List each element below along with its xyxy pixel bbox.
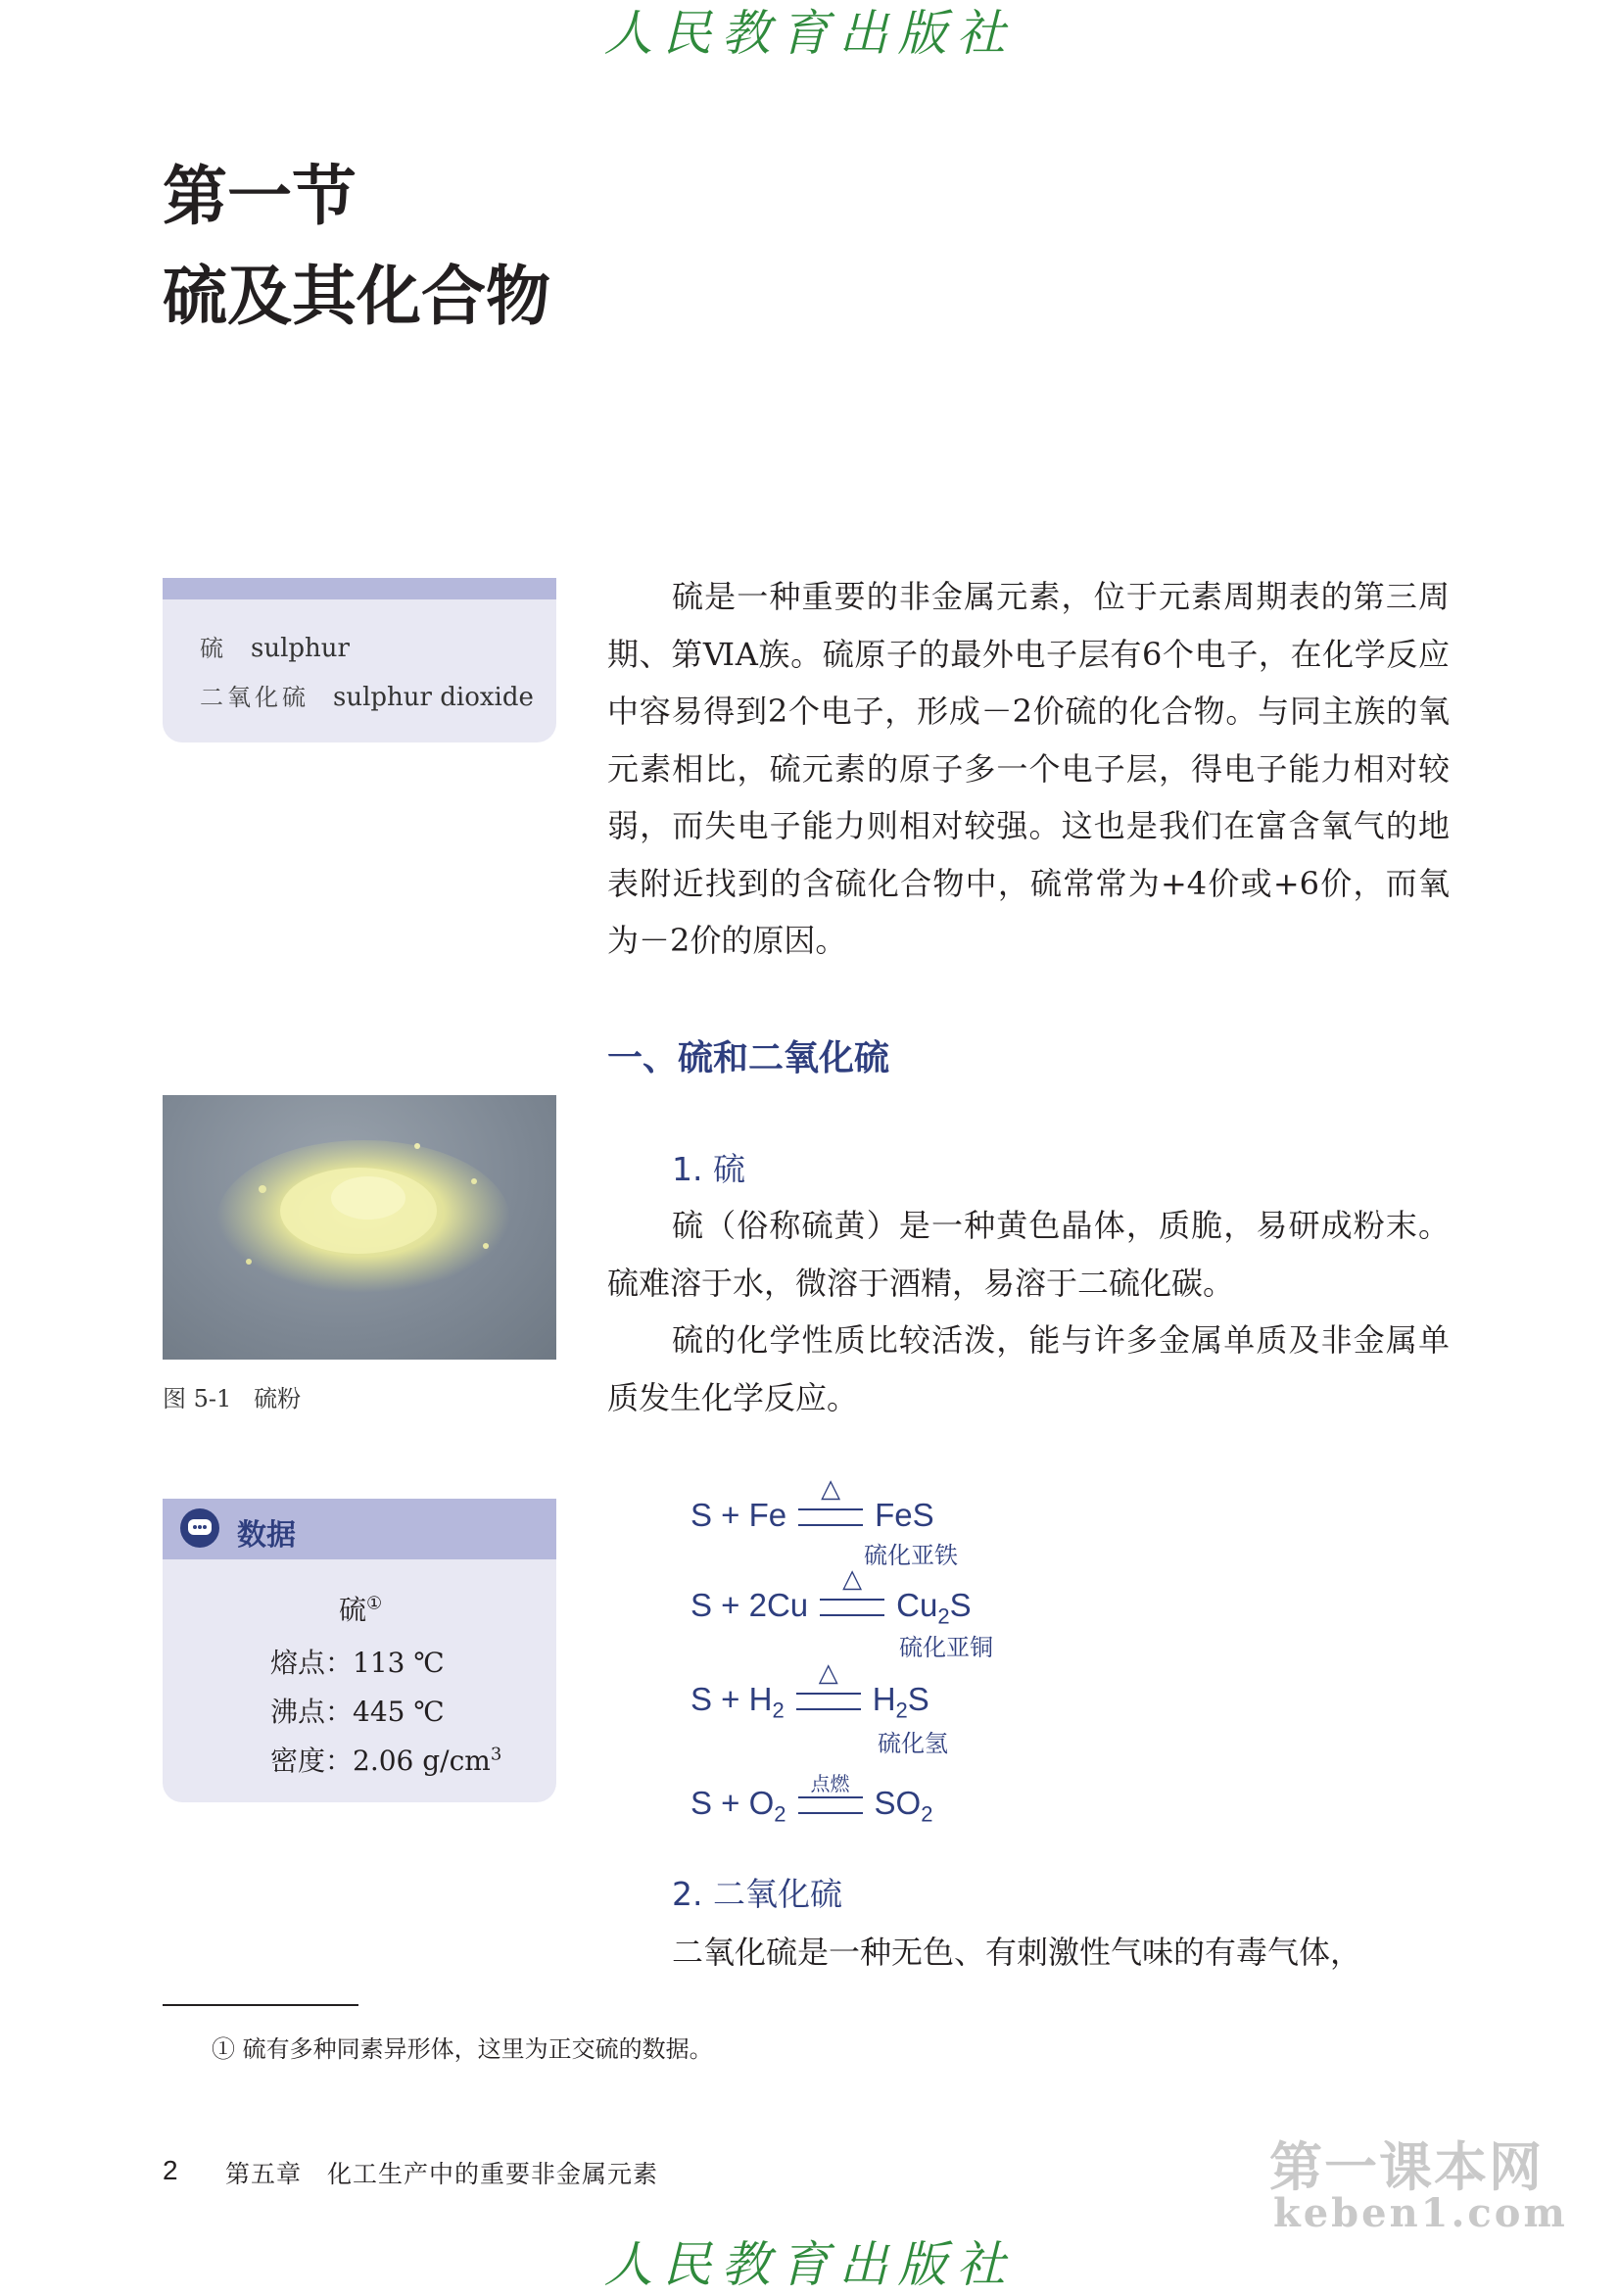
figure-number: 图 5-1 — [163, 1385, 232, 1412]
footnote: ① 硫有多种同素异形体，这里为正交硫的数据。 — [212, 2035, 713, 2063]
vocabulary-box — [163, 578, 556, 742]
vocab-item — [200, 629, 350, 663]
section-number: 第一节 — [163, 159, 357, 234]
figure-caption-text: 硫粉 — [254, 1385, 302, 1412]
data-box-title: 数据 — [237, 1518, 296, 1553]
data-box — [163, 1499, 556, 1802]
data-box-header — [163, 1499, 556, 1559]
reaction-arrow: △ — [820, 1599, 884, 1616]
watermark-text: 第一课本网 — [1269, 2136, 1544, 2198]
sulfur-properties-paragraph: 硫（俗称硫黄）是一种黄色晶体，质脆，易研成粉末。硫难溶于水，微溶于酒精，易溶于二硫化碳。 — [607, 1207, 1450, 1302]
equation-note: 硫化亚铁 — [864, 1542, 958, 1569]
equation-s-h2: $S + H_2$ △ $H_2S$ — [690, 1657, 929, 1723]
page-number: 2 — [163, 2155, 178, 2185]
subheading-sulfur: 1. 硫 — [672, 1150, 745, 1188]
heading-sulfur-and-sulfur-dioxide: 一、硫和二氧化硫 — [607, 1038, 890, 1078]
sulfur-powder-illustration — [163, 1095, 556, 1360]
figure-caption — [163, 1379, 301, 1413]
vocab-en: sulphur — [251, 634, 350, 663]
footnote-marker: ① — [366, 1593, 383, 1614]
sulfur-dioxide-paragraph: 二氧化硫是一种无色、有刺激性气味的有毒气体， — [672, 1934, 1362, 1971]
reaction-arrow: △ — [798, 1508, 863, 1526]
vocabulary-box-header — [163, 578, 556, 599]
sulfur-powder-photo — [163, 1095, 556, 1360]
speech-bubble-icon — [180, 1508, 219, 1548]
subheading-sulfur-dioxide: 2. 二氧化硫 — [672, 1875, 842, 1913]
equation-s-fe: S + Fe △ FeS — [690, 1473, 934, 1533]
vocab-cn: 二氧化硫 — [200, 684, 310, 711]
reaction-arrow: △ — [796, 1693, 861, 1710]
watermark-url: keben1.com — [1273, 2190, 1568, 2236]
vocab-item — [200, 678, 534, 712]
density: 密度：2.06 $g/cm^3$ — [270, 1744, 502, 1777]
melting-point: 熔点：113 ℃ — [270, 1647, 445, 1679]
chapter-title: 第五章 化工生产中的重要非金属元素 — [225, 2160, 659, 2188]
publisher-logo-top: 人民教育出版社 — [603, 5, 1016, 62]
vocab-en: sulphur dioxide — [333, 683, 534, 712]
boiling-point: 沸点：445 ℃ — [270, 1696, 445, 1728]
data-substance: 硫① — [339, 1593, 383, 1626]
equation-s-cu: S + 2Cu △ $Cu_2S$ — [690, 1563, 972, 1629]
reaction-arrow: 点燃 — [798, 1796, 863, 1814]
publisher-logo-bottom: 人民教育出版社 — [603, 2236, 1016, 2293]
equation-note: 硫化氢 — [878, 1730, 948, 1757]
vocab-cn: 硫 — [200, 635, 227, 662]
footnote-divider — [163, 2004, 358, 2006]
equation-note: 硫化亚铜 — [899, 1634, 993, 1661]
sulfur-reactivity-paragraph: 硫的化学性质比较活泼，能与许多金属单质及非金属单质发生化学反应。 — [607, 1321, 1450, 1416]
equation-s-o2: $S + O_2$ 点燃 $SO_2$ — [690, 1772, 933, 1827]
intro-paragraph: 硫是一种重要的非金属元素，位于元素周期表的第三周期、第ⅥA族。硫原子的最外电子层有6个电子，在化学反应中容易得到2个电子，形成－2价硫的化合物。与同主族的氧元素相比，硫元素的原子多一个电子层，得电子能力相对较弱，而失电子能力则相对较强。这也是我们在富含氧气的地表附近找到的含硫化合物中，硫常常为+4价或+6价，而氧为－2价的原因。 — [607, 578, 1450, 959]
page-title: 硫及其化合物 — [163, 259, 550, 334]
